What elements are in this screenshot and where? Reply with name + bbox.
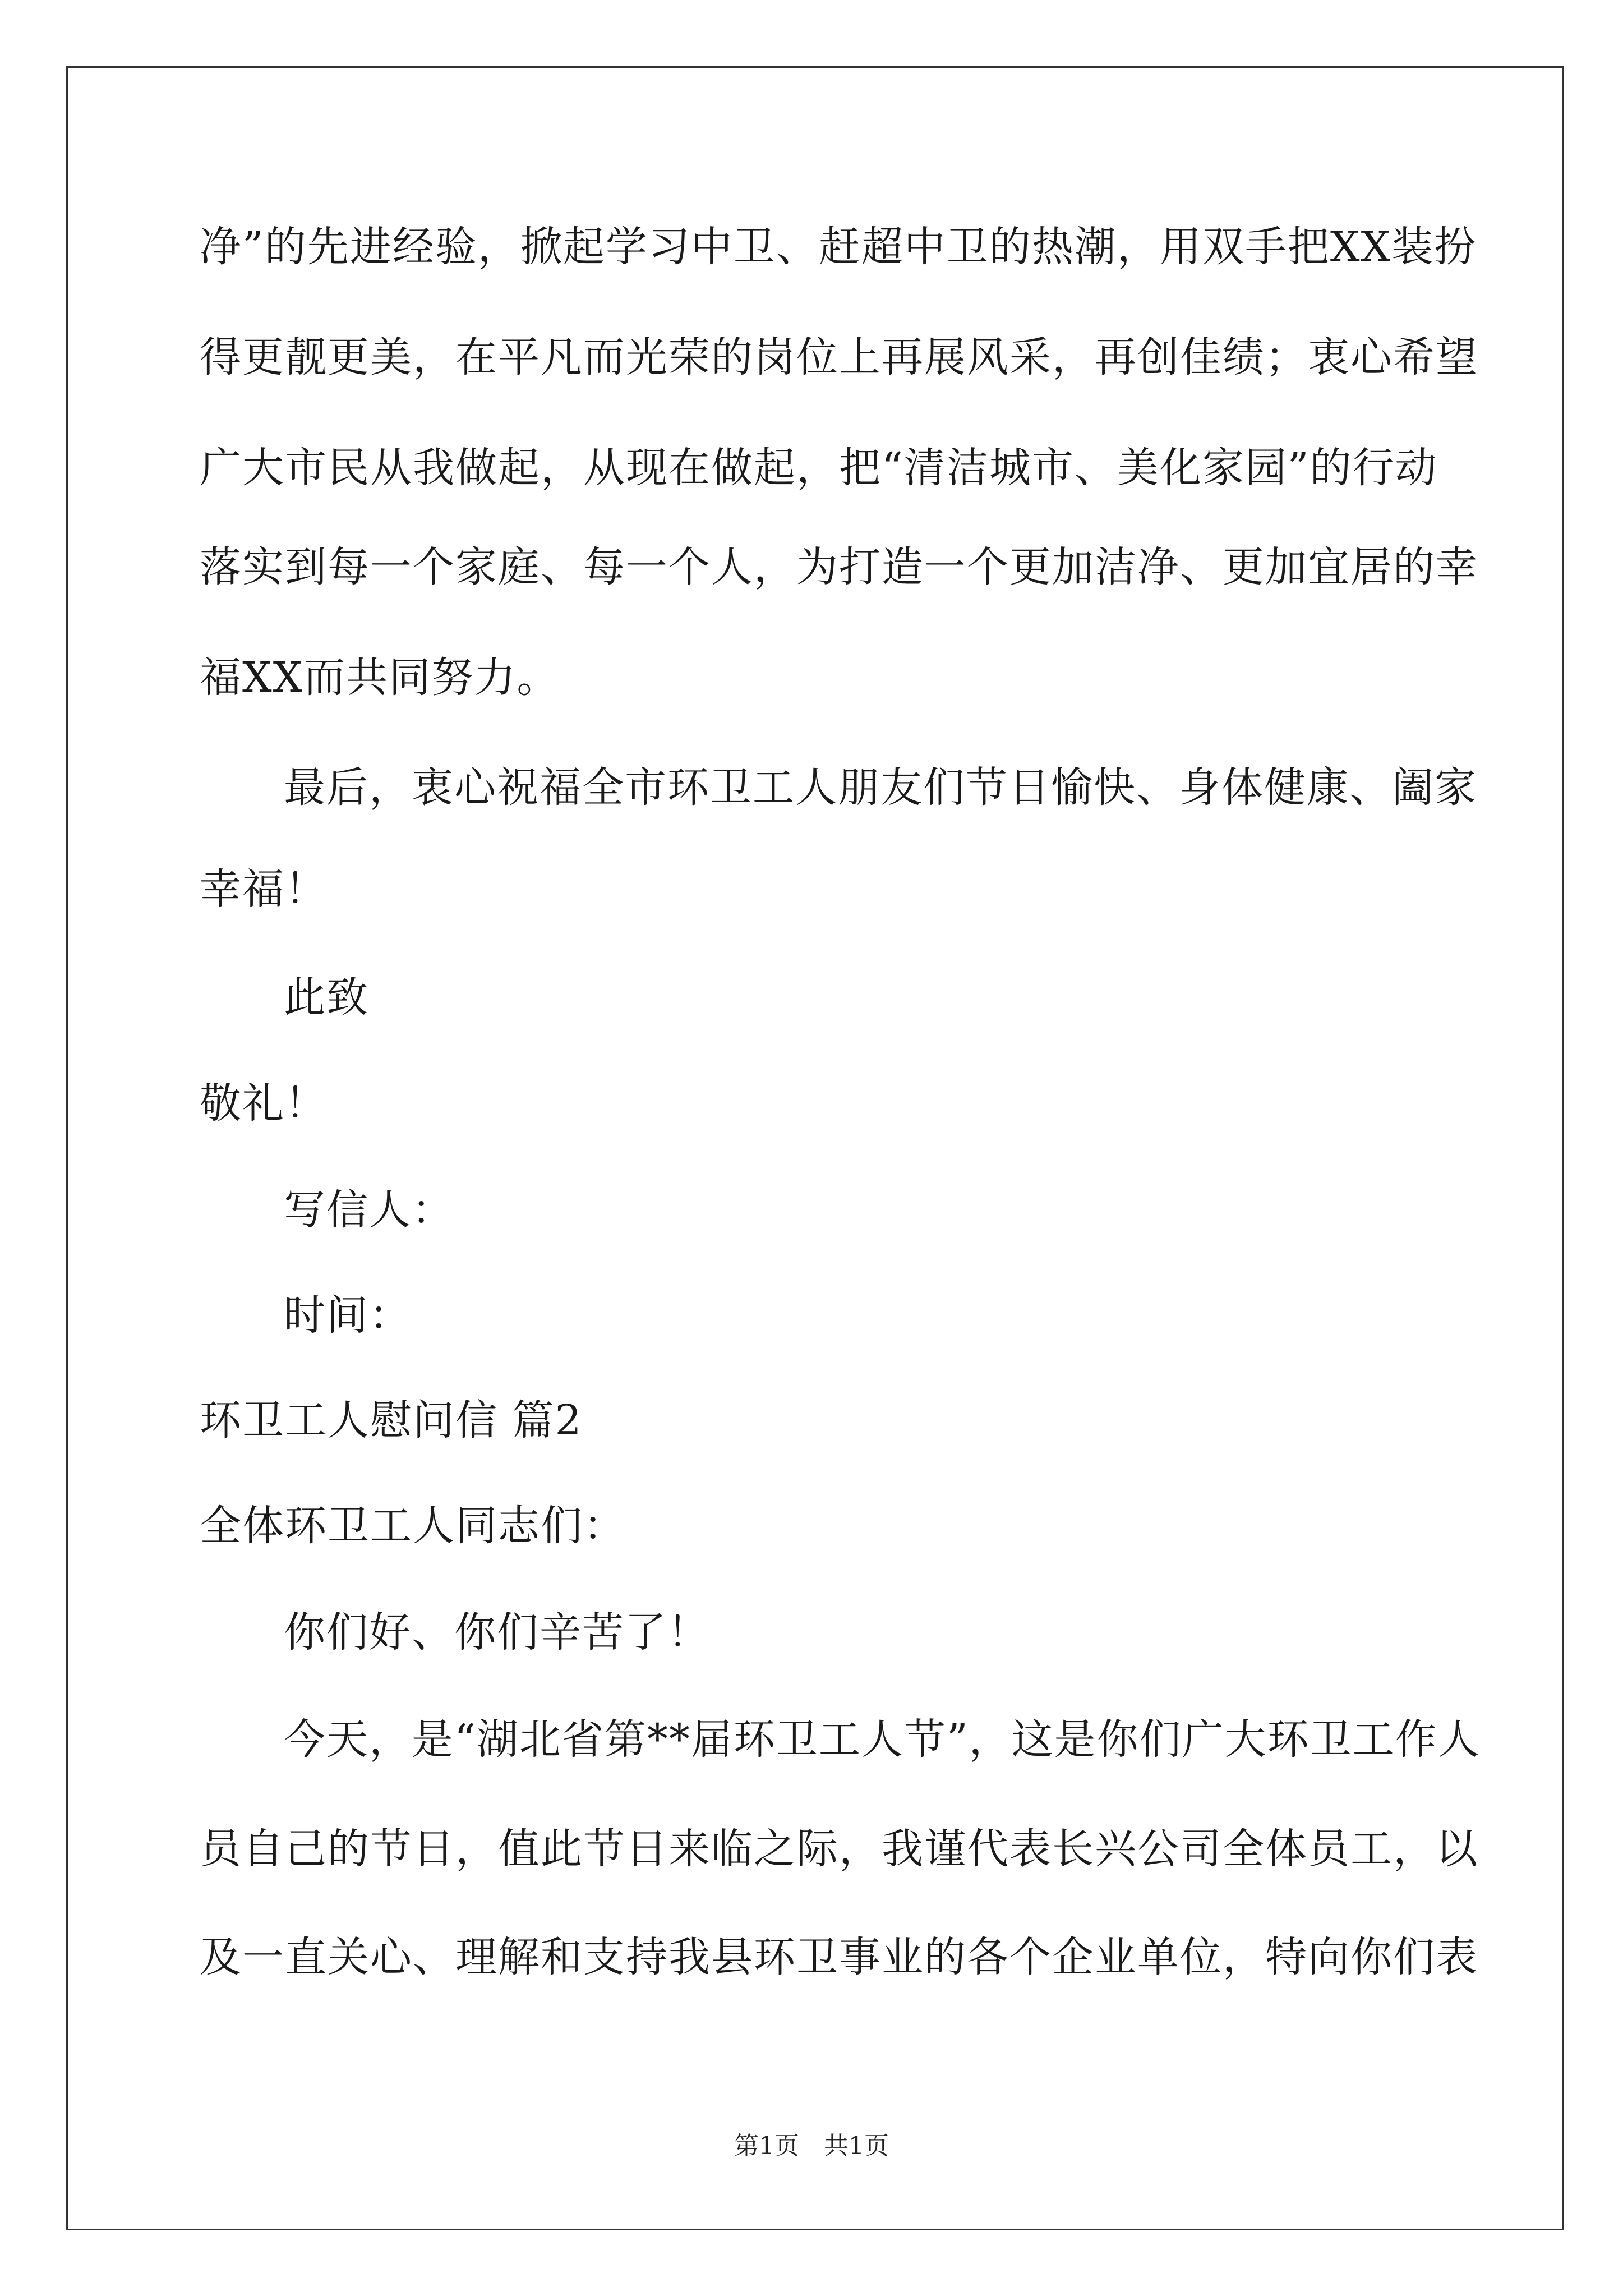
greeting-line: 你们好、你们辛苦了！ — [284, 1608, 710, 1657]
page-footer: 第1页 共1页 — [734, 2132, 889, 2160]
text-line: 落实到每一个家庭、每一个人，为打造一个更加洁净、更加宜居的幸 — [200, 543, 1478, 591]
text-line: 幸福！ — [200, 865, 328, 913]
text-line: 得更靓更美，在平凡而光荣的岗位上再展风采，再创佳绩；衷心希望 — [200, 333, 1478, 381]
text-line: 广大市民从我做起，从现在做起，把“清洁城市、美化家园”的行动 — [200, 444, 1438, 492]
text-line: 最后，衷心祝福全市环卫工人朋友们节日愉快、身体健康、阖家 — [284, 763, 1477, 812]
text-line: 今天，是“湖北省第**届环卫工人节”，这是你们广大环卫工作人 — [284, 1715, 1481, 1764]
date-line: 时间： — [284, 1291, 412, 1340]
text-line: 净”的先进经验，掀起学习中卫、赶超中卫的热潮，用双手把XX装扮 — [200, 223, 1477, 271]
page-border — [66, 66, 1564, 2230]
salutation-line: 此致 — [284, 973, 369, 1022]
signer-line: 写信人： — [284, 1186, 454, 1234]
salutation-line: 敬礼！ — [200, 1079, 328, 1128]
text-line: 福XX而共同努力。 — [200, 654, 560, 702]
section-title: 环卫工人慰问信 篇2 — [200, 1396, 583, 1444]
text-line: 及一直关心、理解和支持我县环卫事业的各个企业单位，特向你们表 — [200, 1933, 1478, 1981]
text-line: 员自己的节日，值此节日来临之际，我谨代表长兴公司全体员工，以 — [200, 1825, 1478, 1873]
addressee-line: 全体环卫工人同志们： — [200, 1502, 626, 1550]
